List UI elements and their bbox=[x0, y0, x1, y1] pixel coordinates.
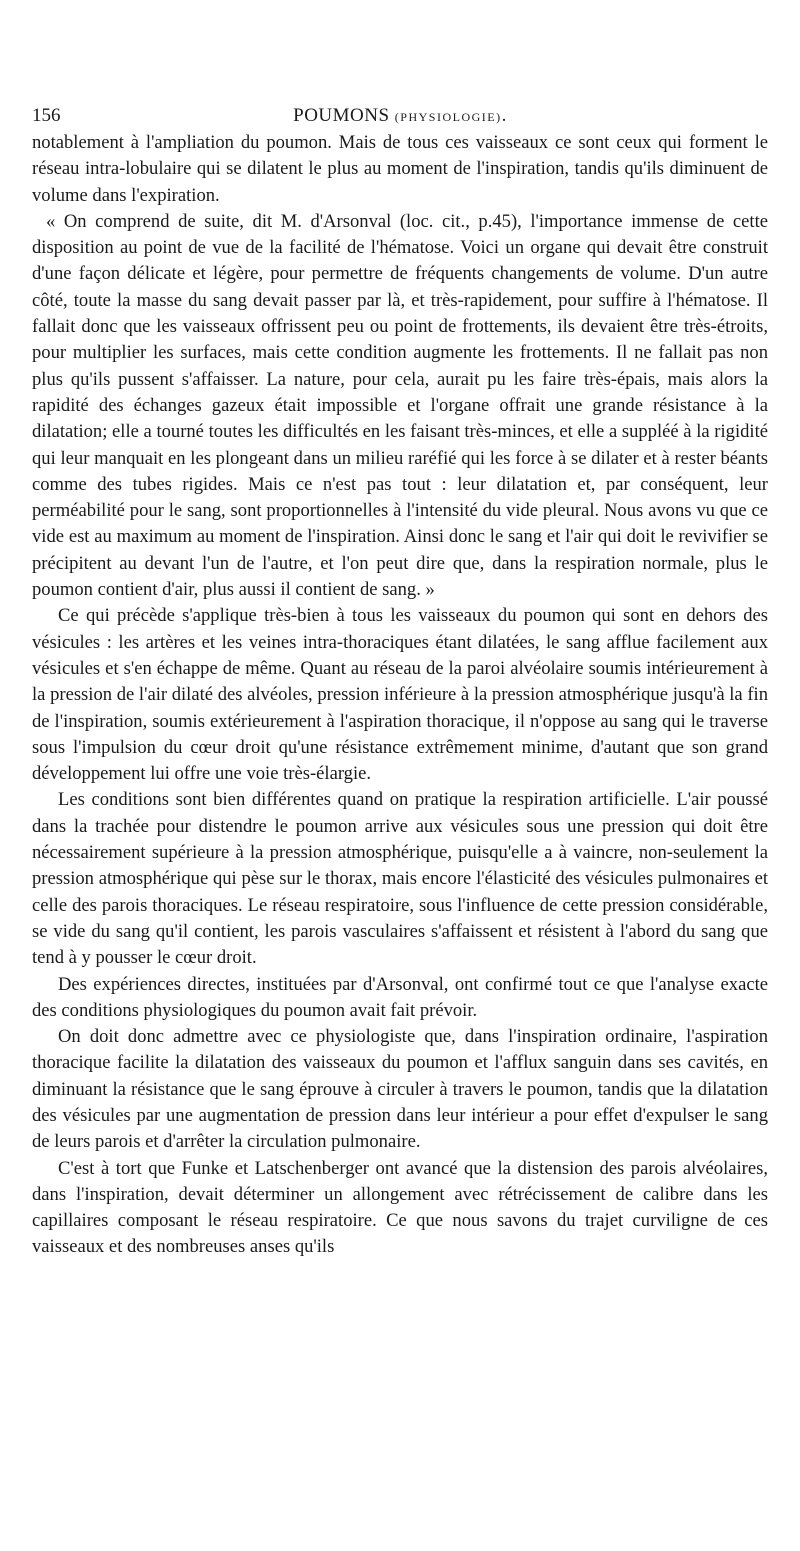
body-text bbox=[32, 130, 768, 1261]
paragraph-continuation: notablement à l'ampliation du poumon. Mais de tous ces vaisseaux ce sont ceux qui forment le réseau intra-lobulaire qui se dilatent le plus au moment de l'inspiration, tandis qu'ils diminuent de volume dans l'expiration. bbox=[32, 132, 768, 206]
running-title-subtitle: (PHYSIOLOGIE) bbox=[394, 110, 502, 124]
paragraph: Des expériences directes, instituées par d'Arsonval, ont confirmé tout ce que l'analyse exacte des conditions physiologiques du poumon avait fait prévoir. bbox=[32, 973, 768, 1021]
page-header bbox=[32, 102, 768, 130]
paragraph: On doit donc admettre avec ce physiologiste que, dans l'inspiration ordinaire, l'aspiration thoracique facilite la dilatation des vaisseaux du poumon et l'afflux sanguin dans ses cavités, en diminuant la résistance que le sang éprouve à circuler à travers le poumon, tandis que la dilatation des vésicules par une augmentation de pression dans leur intérieur a pour effet d'expulser le sang de leurs parois et d'arrêter la circulation pulmonaire. bbox=[32, 1026, 768, 1153]
document-page bbox=[32, 0, 768, 1551]
paragraph: Les conditions sont bien différentes quand on pratique la respiration artificielle. L'air poussé dans la trachée pour distendre le poumon arrive aux vésicules sous une pression qui doit être nécessairement supérieure à la pression atmosphérique, puisqu'elle a à vaincre, non-seulement la pression atmosphérique qui pèse sur le thorax, mais encore l'élasticité des vésicules pulmonaires et celle des parois thoraciques. Le réseau respiratoire, sous l'influence de cette pression considérable, se vide du sang qu'il contient, les parois vasculaires s'affaissent et résistent à l'abord du sang que tend à y pousser le cœur droit. bbox=[32, 789, 768, 969]
paragraph: C'est à tort que Funke et Latschenberger ont avancé que la distension des parois alvéolaires, dans l'inspiration, devait déterminer un allongement avec rétrécissement de calibre dans les capillaires composant le réseau respiratoire. Ce que nous savons du trajet curviligne de ces vaisseaux et des nombreuses anses qu'ils bbox=[32, 1157, 768, 1258]
paragraph-quotation: « On comprend de suite, dit M. d'Arsonval (loc. cit., p.45), l'importance immense de cette disposition au point de vue de la facilité de l'hématose. Voici un organe qui devait être construit d'une façon délicate et légère, pour permettre de fréquents changements de volume. D'un autre côté, toute la masse du sang devait passer par là, et très-rapidement, pour suffire à l'hématose. Il fallait donc que les vaisseaux offrissent peu ou point de frottements, ils devaient être très-étroits, pour multiplier les surfaces, mais cette condition augmente les frottements. Il ne fallait pas non plus qu'ils pussent s'affaisser. La nature, pour cela, aurait pu les faire très-épais, mais alors la rapidité des échanges gazeux était impossible et l'organe offrait une grande résistance à la dilatation; elle a tourné toutes les difficultés en les faisant très-minces, et elle a suppléé à la rigidité qui leur manquait en les plongeant dans un milieu raréfié qui les force à se dilater et à rester béants comme des tubes rigides. Mais ce n'est pas tout : leur dilatation et, par conséquent, leur perméabilité pour le sang, sont proportionnelles à l'intensité du vide pleural. Nous avons vu que ce vide est au maximum au moment de l'inspiration. Ainsi donc le sang et l'air qui doit le revivifier se précipitent au devant l'un de l'autre, et l'on peut dire que, dans la respiration normale, plus le poumon contient d'air, plus aussi il contient de sang. » bbox=[32, 210, 768, 601]
running-title-punctuation: . bbox=[501, 105, 507, 126]
paragraph: Ce qui précède s'applique très-bien à tous les vaisseaux du poumon qui sont en dehors des vésicules : les artères et les veines intra-thoraciques étant dilatées, le sang afflue facilement aux vésicules et s'en échappe de même. Quant au réseau de la paroi alvéolaire soumis intérieurement à la pression de l'air dilaté des alvéoles, pression inférieure à la pression atmosphérique jusqu'à la fin de l'inspiration, soumis extérieurement à l'aspiration thoracique, il n'oppose au sang qui le traverse sous l'impulsion du cœur droit qu'une résistance extrêmement minime, d'autant que son grand développement lui offre une voie très-élargie. bbox=[32, 605, 768, 785]
running-title-main: POUMONS bbox=[293, 105, 390, 126]
page-number: 156 bbox=[32, 105, 61, 126]
running-title bbox=[32, 102, 768, 131]
